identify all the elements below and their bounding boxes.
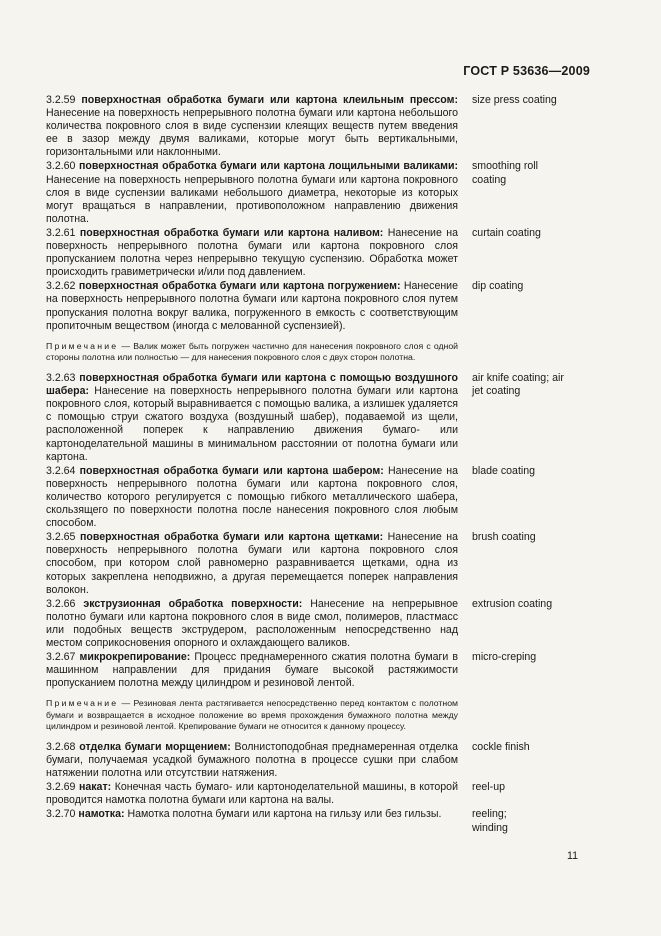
note: Примечание — Резиновая лента растягивается непосредственно перед контактом с полотном бумаги и возвращается в исходное положение во время прохождения бумажного полотна между цилиндром и резиновой лентой. Крепирование бумаги не относится к данному процессу.: [46, 698, 458, 731]
english-equivalent: cockle finish: [472, 740, 530, 753]
term-name: поверхностная обработка бумаги или картона наливом: [79, 226, 380, 239]
term-name: отделка бумаги морщением: [79, 740, 228, 753]
term-definition: 3.2.65 поверхностная обработка бумаги или картона щетками: Нанесение на поверхность непрерывного полотна бумаги или картона покровного слоя способом, при котором слой равномерно разравнивается щетками, одна из которых закреплена неподвижно, а другая перемещается поперек направления волокон.: [46, 531, 459, 596]
english-equivalent: size press coating: [472, 94, 557, 106]
term-number: 3.2.59: [46, 94, 76, 106]
english-equivalent: reeling; winding: [472, 808, 508, 834]
english-equivalent: micro-creping: [472, 651, 537, 664]
term-definition: 3.2.67 микрокрепирование: Процесс преднамеренного сжатия полотна бумаги в машинном направлении для придания бумаге высокой растяжимости пропусканием полотна между цилиндром и резиновой лентой.: [46, 651, 459, 690]
term-entry: [46, 781, 616, 807]
english-equivalent: smoothing roll coating: [472, 160, 538, 186]
term-name: поверхностная обработка бумаги или картона лощильными валиками: [78, 160, 455, 173]
term-name: микрокрепирование: [79, 651, 187, 664]
term-entry: [46, 372, 616, 464]
definition-text: Волнистоподобная преднамеренная отделка бумаги, получаемая усадкой бумажного полотна в процессе сушки при слабом натяжении полотна или отсутствии натяжения.: [46, 740, 458, 780]
definition-text: Нанесение на поверхность непрерывного полотна бумаги или картона покровного слоя путем пропускания полотна вокруг валика, погруженного в емкость с соответствующим пропиточным веществом (иногда с мелованной суспензией).: [46, 280, 458, 332]
term-definition: 3.2.69 накат: Конечная часть бумаго- или картоноделательной машины, в которой проводится намотка полотна бумаги или картона на валы.: [46, 781, 458, 807]
english-equivalent: curtain coating: [472, 226, 541, 239]
term-number: 3.2.62: [46, 280, 76, 293]
term-definition: 3.2.62 поверхностная обработка бумаги или картона погружением: Нанесение на поверхность непрерывного полотна бумаги или картона покровного слоя путем пропускания полотна вокруг валика, погруженного в емкость с соответствующим пропиточным веществом (иногда с мелованной суспензией).: [46, 280, 458, 332]
term-number: 3.2.63: [46, 372, 76, 385]
note: Примечание — Валик может быть погружен частично для нанесения покровного слоя с одной стороны полотна или полностью — для нанесения покровного слоя с двух сторон полотна.: [46, 340, 459, 362]
term-definition: 3.2.61 поверхностная обработка бумаги или картона наливом: Нанесение на поверхность непрерывного полотна бумаги или картона покровного слоя пропусканием полотна через непрерывно текущую суспензию. Обработка может происходить гравиметрически и/или под давлением.: [46, 226, 458, 279]
term-entry: [46, 808, 616, 834]
note-label: Примечание: [46, 340, 119, 351]
term-definition: 3.2.68 отделка бумаги морщением: Волнистоподобная преднамеренная отделка бумаги, получаемая усадкой бумажного полотна в процессе сушки при слабом натяжении полотна или отсутствии натяжения.: [46, 740, 458, 780]
term-definition: 3.2.63 поверхностная обработка бумаги или картона с помощью воздушного шабера: Нанесение на поверхность непрерывного полотна бумаги или картона покровного слоя, который выравнивается с помощью валика, а излишек удаляется с помощью струи сжатого воздуха (воздушный шабер), подаваемой из щели, расположенной поперек к направлению движения бумаго- или картоноделательной машины в минимальном расстоянии от полотна бумаги или картона.: [46, 372, 458, 463]
english-equivalent: air knife coating; air jet coating: [472, 372, 564, 398]
english-equivalent: reel-up: [472, 781, 505, 794]
term-entry: [46, 531, 616, 596]
term-definition: 3.2.70 намотка: Намотка полотна бумаги или картона на гильзу или без гильзы.: [46, 808, 442, 821]
term-name: экструзионная обработка поверхности: [83, 597, 299, 610]
standard-designation: ГОСТ Р 53636—2009: [463, 64, 590, 78]
term-entry: [46, 598, 616, 650]
term-definition: 3.2.66 экструзионная обработка поверхности: Нанесение на непрерывное полотно бумаги или картона покровного слоя в виде смол, полимеров, пластмасс или подобных веществ экструдером, расположенным непосредственно над местом соприкосновения опорного и охлаждающего валиков.: [46, 597, 458, 649]
term-entry: [46, 651, 616, 690]
term-number: 3.2.61: [46, 226, 76, 239]
term-name: поверхностная обработка бумаги или картона клеильным прессом: [81, 94, 455, 106]
term-definition: 3.2.59 поверхностная обработка бумаги или картона клеильным прессом: Нанесение на поверхность непрерывного полотна бумаги или картона небольшого количества покровного слоя в виде суспензии клеящих веществ путем введения ее в зазор между двумя валиками, которые могут быть вертикальными, горизонтальными или наклонными.: [46, 94, 458, 159]
english-equivalent: brush coating: [472, 531, 536, 544]
term-number: 3.2.67: [46, 651, 76, 664]
page-number: 11: [567, 850, 578, 862]
term-entry: [46, 227, 616, 279]
note-text: Валик может быть погружен частично для нанесения покровного слоя с одной стороны полотна или полностью — для нанесения покровного слоя с двух сторон полотна.: [46, 340, 459, 362]
definition-text: Процесс преднамеренного сжатия полотна бумаги в машинном направлении для придания бумаге высокой растяжимости пропусканием полотна между цилиндром и резиновой лентой.: [46, 651, 459, 690]
term-entry: [46, 160, 616, 225]
term-number: 3.2.69: [46, 781, 76, 794]
term-number: 3.2.60: [46, 160, 76, 173]
term-name: накат: [78, 781, 108, 794]
term-entry: [46, 94, 616, 159]
term-name: поверхностная обработка бумаги или картона погружением: [78, 280, 397, 293]
note-text: Резиновая лента растягивается непосредственно перед контактом с полотном бумаги и возвращается в исходное положение во время прохождения бумажного полотна между цилиндром и резиновой лентой. Крепирование бумаги не относится к данному процессу.: [46, 698, 458, 731]
term-name: поверхностная обработка бумаги или картона шабером: [79, 464, 381, 477]
term-number: 3.2.70: [46, 808, 76, 821]
definition-text: Конечная часть бумаго- или картоноделательной машины, в которой проводится намотка полотна бумаги или картона на валы.: [46, 781, 458, 807]
term-number: 3.2.68: [46, 740, 76, 753]
term-name: поверхностная обработка бумаги или картона щетками: [79, 531, 380, 544]
definition-text: Нанесение на непрерывное полотно бумаги или картона покровного слоя в виде смол, полимеров, пластмасс или подобных веществ экструдером, расположенным непосредственно над местом соприкосновения опорного и охлаждающего валиков.: [46, 597, 458, 649]
definition-text: Нанесение на поверхность непрерывного полотна бумаги или картона покровного слоя пропусканием полотна через непрерывно текущую суспензию. Обработка может происходить гравиметрически и/или под давлением.: [46, 226, 458, 279]
term-number: 3.2.65: [46, 531, 76, 544]
term-name: намотка: [78, 808, 121, 821]
english-equivalent: extrusion coating: [472, 597, 553, 610]
term-entry: [46, 280, 616, 332]
term-entry: [46, 741, 616, 780]
definition-text: Нанесение на поверхность непрерывного полотна бумаги или картона покровного слоя, который выравнивается с помощью валика, а излишек удаляется с помощью струи сжатого воздуха (воздушный шабер), подаваемой из щели, расположенной поперек к направлению движения бумаго- или картоноделательной машины в минимальном расстоянии от полотна бумаги или картона.: [46, 385, 458, 463]
definition-text: Нанесение на поверхность непрерывного полотна бумаги или картона покровного слоя, количество которого регулируется с помощью гибкого металлического шабера, скользящего по поверхности полотна после нанесения покровного слоя любым способом.: [46, 464, 459, 530]
term-definition: 3.2.64 поверхностная обработка бумаги или картона шабером: Нанесение на поверхность непрерывного полотна бумаги или картона покровного слоя, количество которого регулируется с помощью гибкого металлического шабера, скользящего по поверхности полотна после нанесения покровного слоя любым способом.: [46, 464, 459, 530]
term-number: 3.2.66: [46, 597, 76, 610]
terms-list: [46, 94, 616, 834]
term-name: поверхностная обработка бумаги или картона с помощью воздушного шабера: [46, 372, 458, 398]
term-entry: [46, 465, 616, 530]
term-number: 3.2.64: [46, 464, 76, 477]
definition-text: Намотка полотна бумаги или картона на гильзу или без гильзы.: [127, 808, 442, 821]
definition-text: Нанесение на поверхность непрерывного полотна бумаги или картона покровного слоя способом, при котором слой равномерно разравнивается щетками, одна из которых закреплена неподвижно, а другая перемещается поперек направления волокон.: [46, 531, 459, 596]
definition-text: Нанесение на поверхность непрерывного полотна бумаги или картона небольшого количества покровного слоя в виде суспензии клеящих веществ путем введения ее в зазор между двумя валиками, которые могут быть вертикальными, горизонтальными или наклонными.: [46, 107, 458, 159]
definition-text: Нанесение на поверхность непрерывного полотна бумаги или картона покровного слоя в виде суспензии валиками небольшого диаметра, некоторые из которых могут вращаться в направлении, противоположном направлению движения полотна.: [46, 173, 458, 225]
term-definition: 3.2.60 поверхностная обработка бумаги или картона лощильными валиками: Нанесение на поверхность непрерывного полотна бумаги или картона покровного слоя в виде суспензии валиками небольшого диаметра, некоторые из которых могут вращаться в направлении, противоположном направлению движения полотна.: [46, 160, 458, 225]
note-label: Примечание: [46, 698, 119, 709]
english-equivalent: dip coating: [472, 280, 524, 293]
english-equivalent: blade coating: [472, 464, 536, 477]
